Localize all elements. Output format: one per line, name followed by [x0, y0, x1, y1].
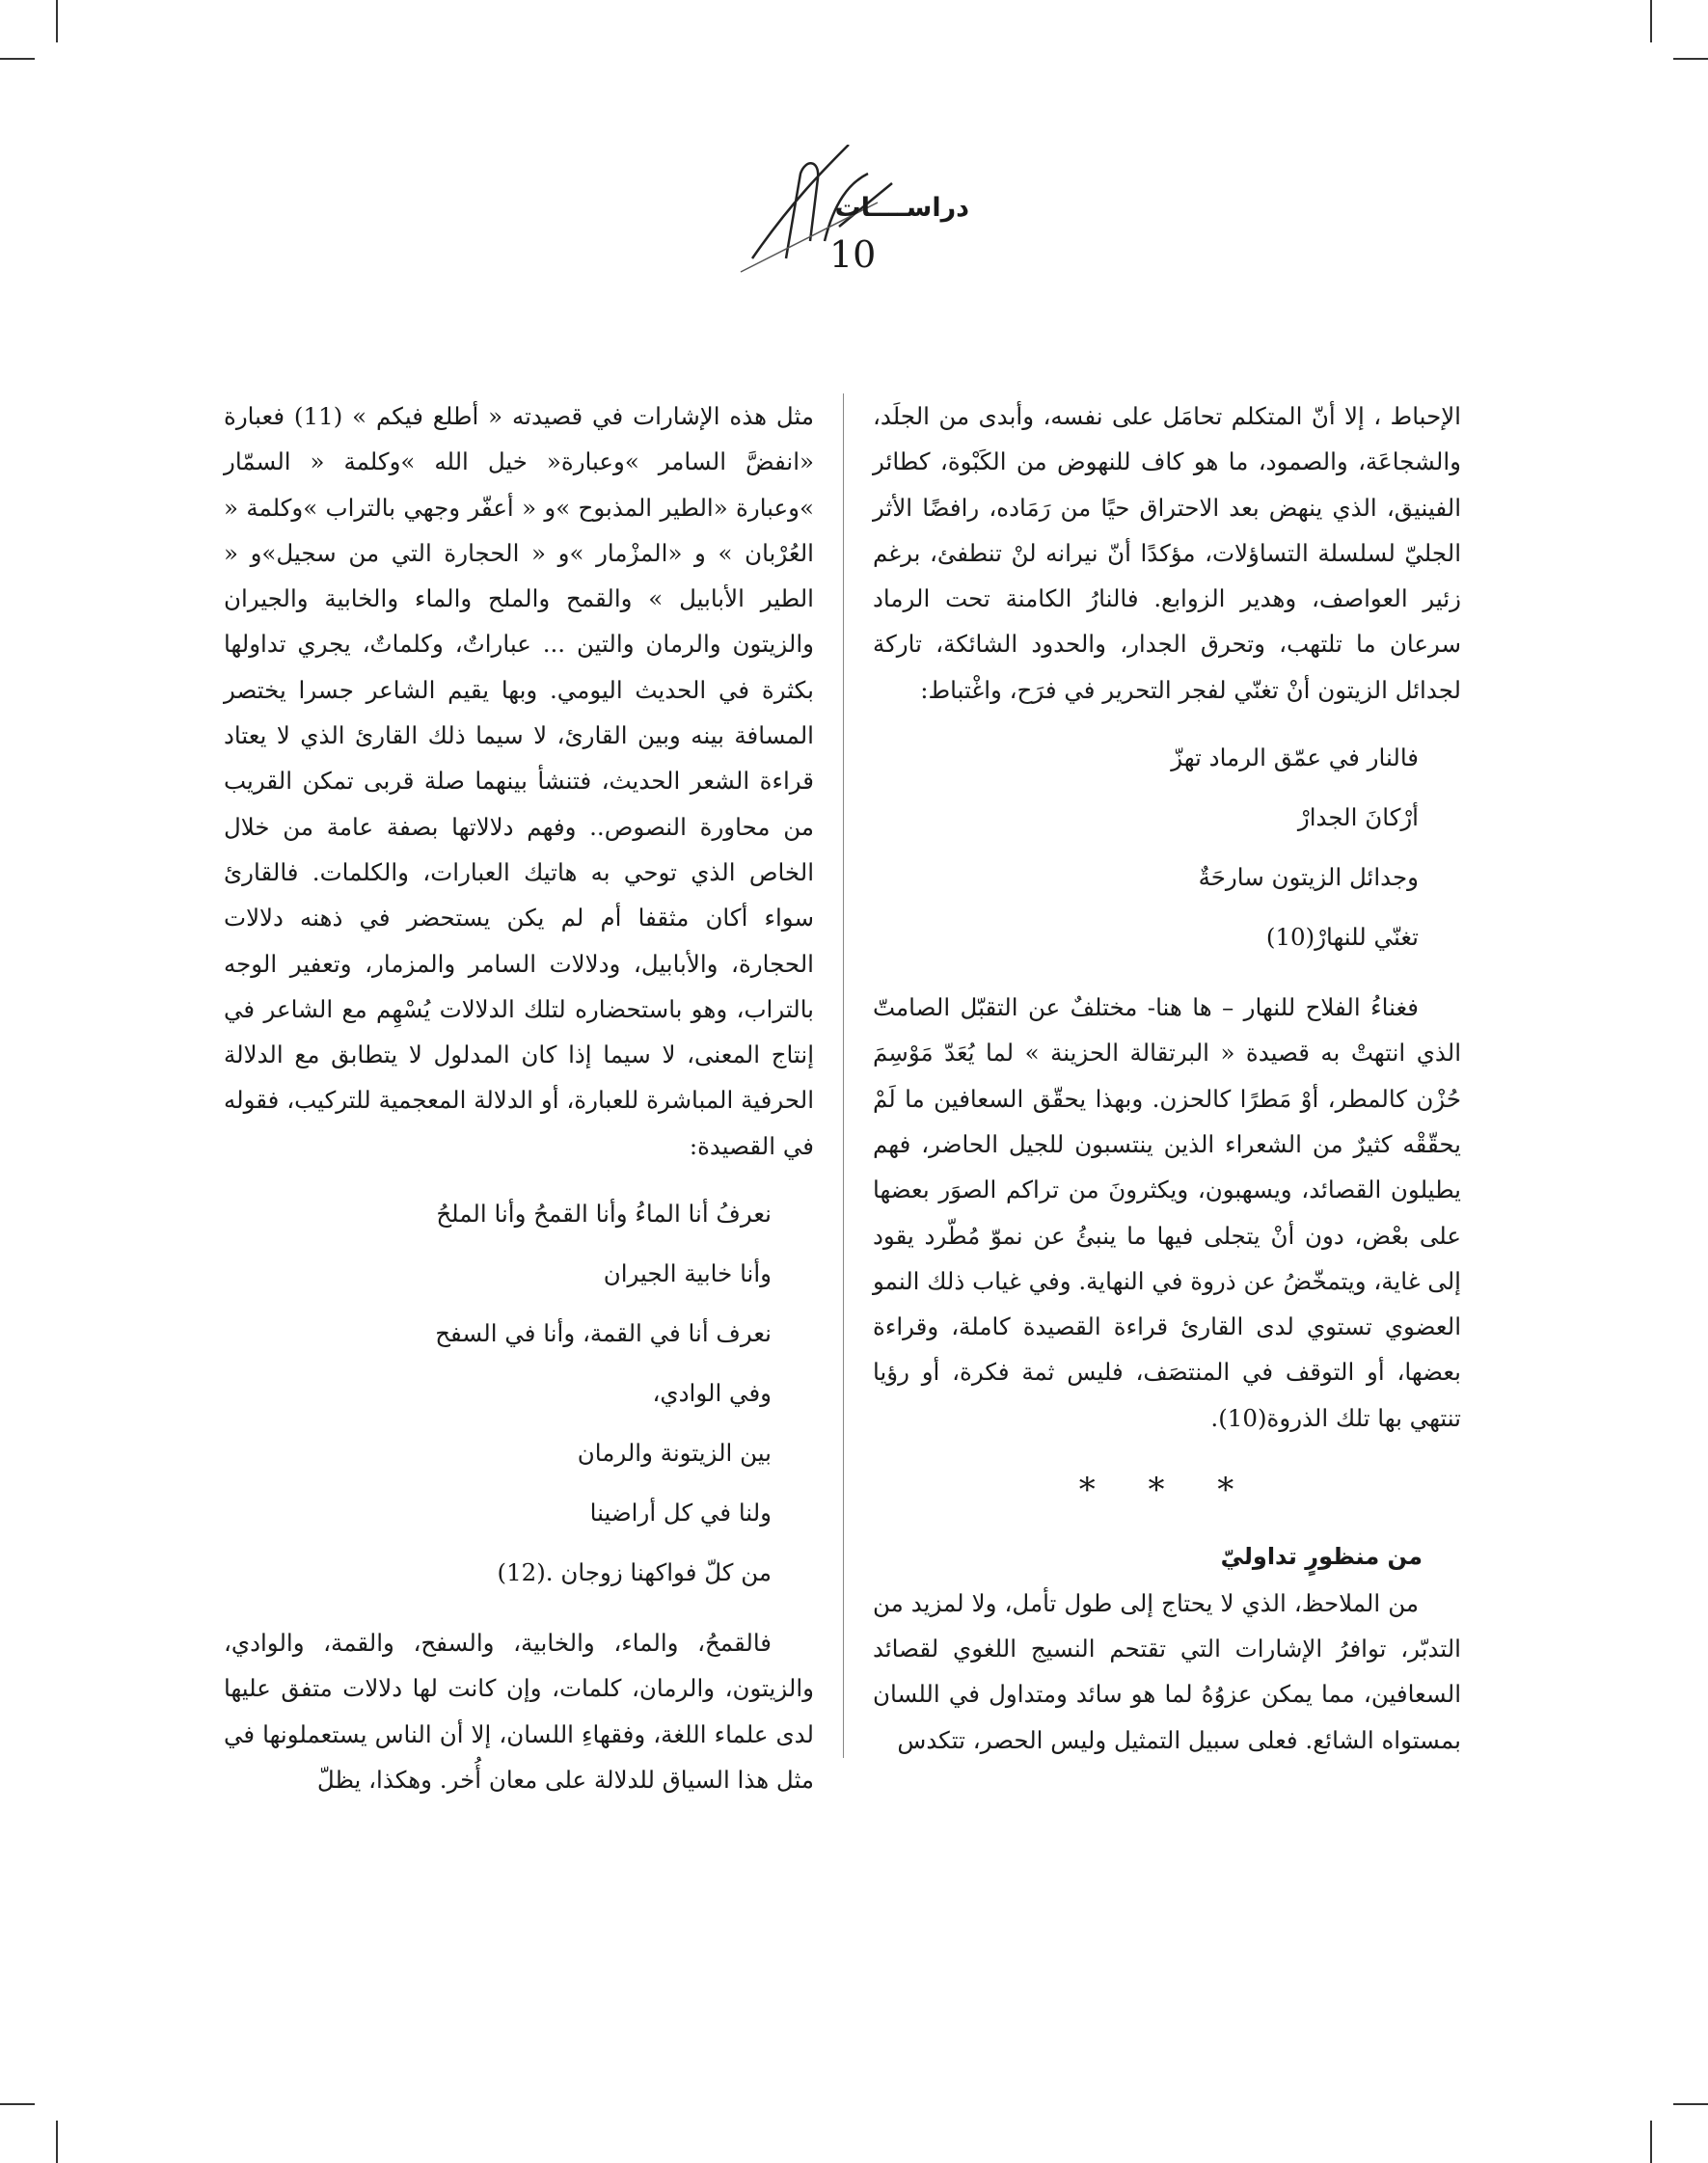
verse-line: فالنار في عمّق الرماد تهزّ: [1171, 744, 1419, 772]
column-divider: [843, 393, 844, 1758]
verse-line: وفي الوادي،: [652, 1379, 772, 1408]
crop-mark-bottom-left: [56, 2121, 58, 2163]
section-label: دراســــات: [834, 193, 969, 223]
crop-mark-top-left: [56, 0, 58, 42]
verse-line: أرْكانَ الجدارْ: [1297, 803, 1419, 832]
section-subheading: من منظورٍ تداوليّ: [1220, 1543, 1423, 1571]
verse-line: ولنا في كل أراضينا: [589, 1499, 772, 1528]
crop-mark-bottom-right: [1650, 2121, 1652, 2163]
page-header: [694, 145, 1003, 280]
right-paragraph-3: من الملاحظ، الذي لا يحتاج إلى طول تأمل، ولا لمزيد من التدبّر، توافرُ الإشارات التي تقتحم النسيج اللغوي لقصائد السعافين، مما يمكن عزوُهُ لما هو سائد ومتداول في اللسان بمستواه الشائع. فعلى سبيل التمثيل وليس الحصر، تتكدس: [873, 1588, 1461, 1754]
right-verse-block: [873, 728, 1461, 967]
crop-mark-top-right-h: [1673, 58, 1708, 60]
left-paragraph-1: مثل هذه الإشارات في قصيدته « أطلع فيكم » (11) فعبارة «انفضَّ السامر »وعبارة« خيل الله »وكلمة « السمّار »وعبارة «الطير المذبوح »و « أعفّر وجهي بالتراب »وكلمة « العُرْبان » و «المزْمار »و « الحجارة التي من سجيل»و « الطير الأبابيل » والقمح والملح والماء والخابية والجيران والزيتون والرمان والتين ... عباراتٌ، وكلماتٌ، يجري تداولها بكثرة في الحديث اليومي. وبها يقيم الشاعر جسرا يختصر المسافة بينه وبين القارئ، لا سيما ذلك القارئ الذي لا يعتاد قراءة الشعر الحديث، فتنشأ بينهما صلة قربى تمكن القريب من محاورة النصوص.. وفهم دلالاتها بصفة عامة من خلال الخاص الذي توحي به هاتيك العبارات، والكلمات. فالقارئ سواء أكان مثقفا أم لم يكن يستحضر في ذهنه دلالات الحجارة، والأبابيل، ودلالات السامر والمزمار، وتعفير الوجه بالتراب، وهو باستحضاره لتلك الدلالات يُسْهِم مع الشاعر في إنتاج المعنى، لا سيما إذا كان المدلول لا يتطابق مع الدلالة الحرفية المباشرة للعبارة، أو الدلالة المعجمية للتركيب، فقوله في القصيدة:: [224, 402, 814, 1160]
right-paragraph-2: فغناءُ الفلاح للنهار – ها هنا- مختلفٌ عن التقبّل الصامتّ الذي انتهتْ به قصيدة « البرتقالة الحزينة » لما يُعَدّ مَوْسِمَ حُزْن كالمطر، أوْ مَطرًا كالحزن. وبهذا يحقّق السعافين ما لَمْ يحقّقْه كثيرٌ من الشعراء الذين ينتسبون للجيل الحاضر، فهم يطيلون القصائد، ويسهبون، ويكثرونَ من تراكم الصوَر بعضها على بعْض، دون أنْ يتجلى فيها ما ينبئُ عن نموّ مُطّرد يقود إلى غاية، ويتمخّضُ عن ذروة في النهاية. وفي غياب ذلك النمو العضوي تستوي لدى القارئ قراءة القصيدة كاملة، وقراءة بعضها، أو التوقف في المنتصَف، فليس ثمة فكرة، أو رؤيا تنتهي بها تلك الذروة(10).: [873, 993, 1461, 1432]
verse-line: نعرفُ أنا الماءُ وأنا القمحُ وأنا الملحُ: [436, 1200, 772, 1229]
page-number: 10: [829, 233, 877, 276]
crop-mark-top-right: [1650, 0, 1652, 42]
crop-mark-bottom-right-h: [1673, 2103, 1708, 2105]
verse-line: نعرف أنا في القمة، وأنا في السفح: [435, 1319, 772, 1348]
section-separator: * * *: [1078, 1471, 1256, 1510]
verse-line: من كلّ فواكهنا زوجان .(12): [497, 1558, 772, 1587]
verse-line: بين الزيتونة والرمان: [577, 1439, 772, 1468]
verse-line: تغنّي للنهارْ(10): [1265, 923, 1419, 952]
verse-line: وجدائل الزيتون سارحَةٌ: [1198, 863, 1419, 892]
right-column: [873, 393, 1461, 1763]
left-verse-block: [224, 1184, 814, 1603]
crop-mark-bottom-left-h: [0, 2103, 35, 2105]
verse-line: وأنا خابية الجيران: [603, 1259, 772, 1288]
crop-mark-top-left-h: [0, 58, 35, 60]
right-intro-paragraph: الإحباط ، إلا أنّ المتكلم تحامَل على نفسه، وأبدى من الجلَد، والشجاعَة، والصمود، ما هو كاف للنهوض من الكَبْوة، كطائر الفينيق، الذي ينهض بعد الاحتراق حيًا من رَمَاده، رافضًا الأثر الجليّ لسلسلة التساؤلات، مؤكدًا أنّ نيرانه لنْ تنطفئ، برغم زئير العواصف، وهدير الزوابع. فالنارُ الكامنة تحت الرماد سرعان ما تلتهب، وتحرق الجدار، والحدود الشائكة، تاركة لجدائل الزيتون أنْ تغنّي لفجر التحرير في فرَح، واغْتباط:: [873, 402, 1461, 704]
left-paragraph-2: فالقمحُ، والماء، والخابية، والسفح، والقمة، والوادي، والزيتون، والرمان، كلمات، وإن كانت لها دلالات متفق عليها لدى علماء اللغة، وفقهاءِ اللسان، إلا أن الناس يستعملونها في مثل هذا السياق للدلالة على معان أُخر. وهكذا، يظلّ: [224, 1629, 814, 1794]
left-column: [224, 393, 814, 1802]
